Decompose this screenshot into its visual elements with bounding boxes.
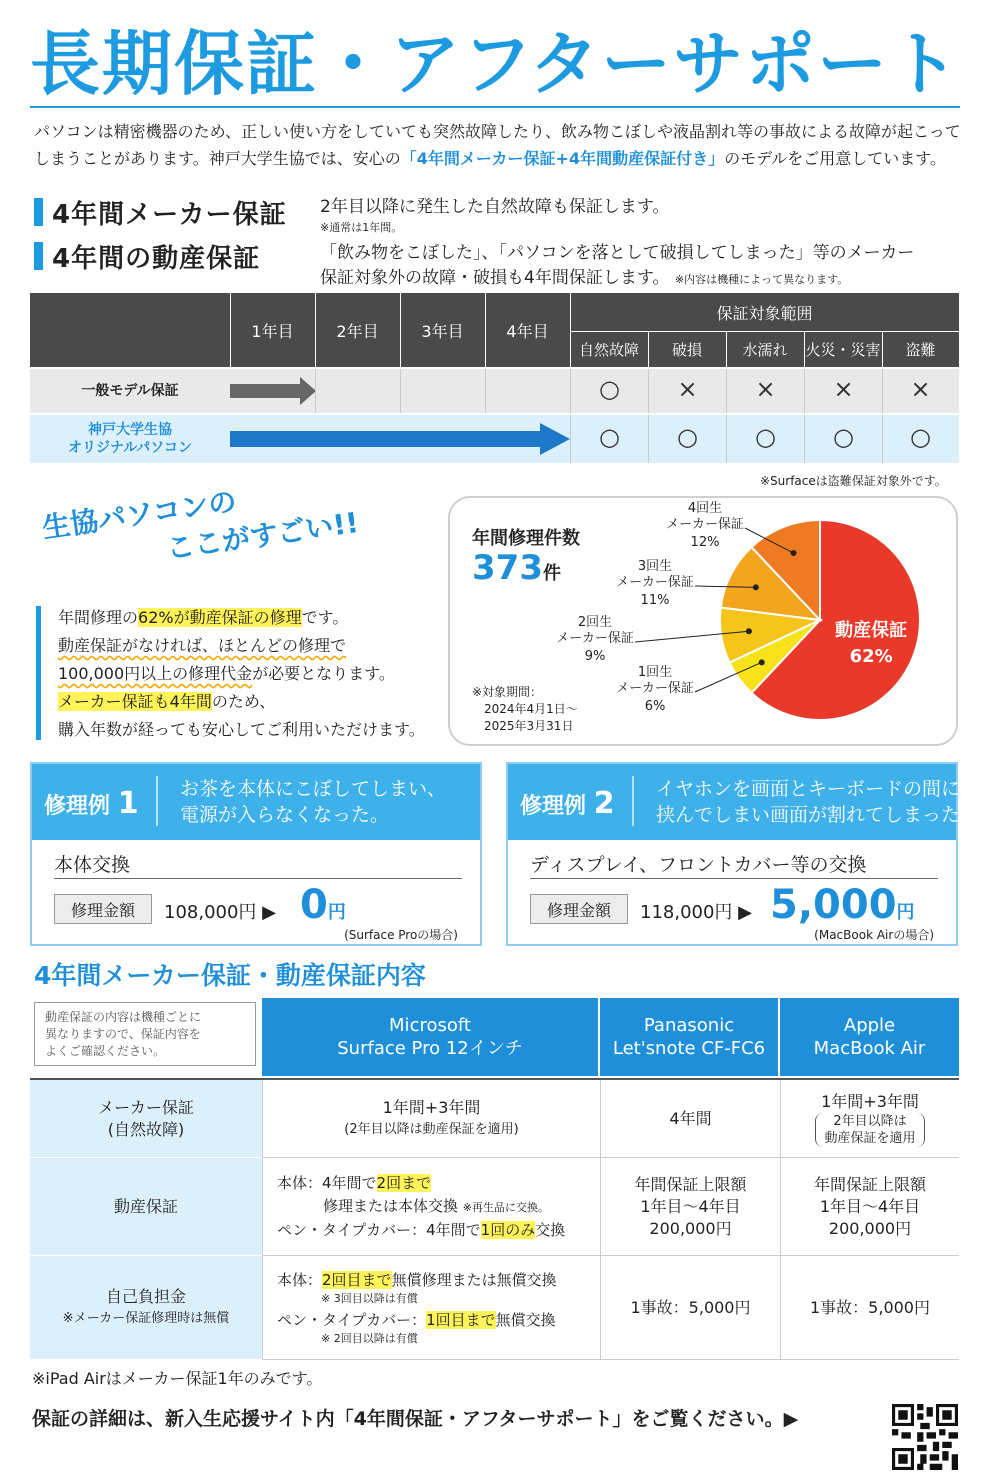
self-ms-b1: ペン・タイプカバー： (277, 1310, 427, 1329)
case-1-num: 1 (117, 786, 139, 821)
maker-apple-note (815, 1113, 924, 1147)
pie-label: 12% (690, 535, 720, 550)
coverage-table (30, 293, 959, 463)
repair-case-2 (506, 762, 980, 946)
sugoi-headline-1: 生協パソコンの (40, 484, 239, 545)
sugoi-l3a: 100,000円以上の修理代金 (58, 664, 253, 683)
divider (726, 331, 727, 367)
sugoi-text (58, 604, 425, 744)
maker-microsoft (262, 1080, 600, 1158)
product-panasonic-header (600, 998, 778, 1076)
sugoi-l4a: メーカー保証も4年間 (58, 692, 212, 711)
product-panasonic-l2: Let'snote CF-FC6 (612, 1038, 766, 1059)
divider (485, 293, 486, 367)
case-2-label (520, 786, 615, 821)
self-ms-b3: 無償交換 (495, 1310, 556, 1329)
dosan-ms-b1: 修理または本体交換 (323, 1196, 459, 1215)
mark-fire: ○ (833, 423, 854, 451)
pie-label: 6% (644, 699, 666, 714)
dosan-apple-3: 200,000円 (828, 1218, 912, 1238)
chevron-right-icon (156, 776, 174, 826)
scope-fire: 火災・災害 (805, 340, 881, 359)
self-ms-an: ※ 3回目以降は有償 (321, 1291, 418, 1305)
case-2-label-text: 修理例 (520, 794, 587, 819)
intro-text-1: パソコンは精密機器のため、正しい使い方をしていても突然故障したり、飲み物こぼしや液晶割れ等の事故による故障が起こってしまうことがあります。神戸大学生協では、安心の (34, 122, 961, 168)
coverage-note: ※Surfaceは盗難保証対象外です。 (760, 474, 947, 488)
row-dosan-label: 動産保証 (30, 1158, 262, 1256)
case-2-after-price: 5,000 (770, 882, 897, 928)
mark-water: ○ (755, 423, 776, 451)
pie-label: 9% (584, 649, 606, 664)
dosan-apple-2: 1年目〜4年目 (819, 1196, 921, 1216)
dosan-ms-c2: 1回のみ (480, 1220, 536, 1239)
year-2-header: 2年目 (336, 321, 379, 341)
pie-label: 11% (640, 593, 670, 608)
year-3-header: 3年目 (421, 321, 464, 341)
row-coop (30, 415, 959, 463)
dosan-warranty-note: ※内容は機種によって異なります。 (674, 273, 849, 286)
mark-fire: × (833, 375, 854, 403)
qr-code-icon[interactable] (892, 1404, 958, 1470)
sugoi-l4b: のため、 (211, 692, 276, 711)
sugoi-l1c: です。 (301, 608, 349, 627)
pie-label: 3回生 (637, 559, 673, 574)
pie-label: メーカー保証 (556, 631, 634, 646)
divider (882, 331, 883, 367)
repair-case-1 (30, 762, 482, 946)
dosan-warranty-desc-2-wrap (320, 265, 848, 293)
dosan-microsoft (262, 1158, 600, 1256)
pie-label: 動産保証 (835, 620, 908, 642)
stats-count: 373 (472, 548, 543, 588)
divider (230, 293, 231, 367)
stats-period-1: ※対象期間： (472, 685, 543, 699)
case-2-rule (530, 878, 938, 879)
case-2-after-unit: 円 (896, 902, 915, 923)
mark-natural: ○ (599, 423, 620, 451)
section2-note (34, 1002, 256, 1066)
maker-apple-3: 動産保証を適用 (824, 1130, 916, 1146)
self-ms-a1: 本体： (277, 1270, 323, 1289)
case-1-note: (Surface Proの場合) (344, 928, 458, 942)
dosan-pana-2: 1年目〜4年目 (640, 1196, 741, 1216)
chevron-right-icon (632, 776, 650, 826)
case-2-note: (MacBook Airの場合) (814, 928, 934, 942)
intro-paragraph (34, 118, 964, 172)
stats-period-3: 2025年3月31日 (484, 719, 574, 733)
sugoi-l5: 購入年数が経っても安心してご利用いただけます。 (58, 720, 425, 739)
case-1-header (32, 764, 480, 840)
repair-stats-box (448, 496, 958, 746)
product-apple-l1: Apple (843, 1015, 896, 1036)
arrow-right-icon (230, 423, 574, 455)
self-ms-a2: 2回目まで (322, 1270, 392, 1289)
year-4-header: 4年目 (506, 321, 549, 341)
dosan-warranty-desc-1: 「飲み物をこぼした」、「パソコンを落として破損してしまった」等のメーカー (320, 243, 915, 263)
dosan-ms-a1: 本体：4年間で (277, 1173, 377, 1192)
ipad-note: ※iPad Airはメーカー保証1年のみです。 (32, 1369, 323, 1388)
warranty-detail-table (30, 998, 959, 1364)
product-microsoft-l1: Microsoft (389, 1015, 471, 1036)
scope-theft: 盗難 (905, 340, 936, 359)
dosan-ms-c3: 交換 (535, 1220, 566, 1239)
maker-apple-1: 1年間+3年間 (821, 1091, 919, 1111)
pie-label: 4回生 (687, 501, 723, 516)
sugoi-headline-2: ここがすごい!! (164, 505, 361, 566)
heading-bar (34, 242, 43, 270)
stats-period-2: 2024年4月1日〜 (484, 702, 578, 716)
section2-note-3: よくご確認ください。 (45, 1044, 166, 1058)
divider (315, 369, 316, 413)
maker-ms-2: (2年目以降は動産保証を適用) (344, 1121, 519, 1137)
sugoi-l2: 動産保証がなければ、ほとんどの修理で (58, 636, 347, 655)
case-1-desc-2: 電源が入らなくなった。 (180, 804, 390, 826)
row-maker-label (30, 1080, 262, 1158)
maker-warranty-title: 4年間メーカー保証 (52, 200, 287, 230)
divider (570, 293, 571, 367)
product-apple-l2: MacBook Air (813, 1038, 926, 1059)
mark-natural: ○ (599, 375, 620, 403)
mark-water: × (755, 375, 776, 403)
year-1-header: 1年目 (251, 321, 294, 341)
dosan-ms-b2: ※再生品に交換。 (462, 1200, 550, 1214)
row-maker-label-1: メーカー保証 (98, 1097, 194, 1117)
dosan-ms-a2: 2回まで (376, 1173, 432, 1192)
self-ms-b2: 1回目まで (426, 1310, 496, 1329)
self-ms-a3: 無償修理または無償交換 (391, 1270, 557, 1289)
stats-label: 年間修理件数 (472, 528, 580, 549)
maker-ms-1: 1年間+3年間 (382, 1097, 481, 1117)
section2-title: 4年間メーカー保証・動産保証内容 (34, 961, 426, 990)
footer-text: 保証の詳細は、新入生応援サイト内「4年間保証・アフターサポート」をご覧ください。▶ (32, 1408, 799, 1430)
intro-text-2: のモデルをご用意しています。 (724, 149, 947, 168)
title-divider (30, 106, 960, 108)
play-arrow-icon: ▶ (262, 902, 277, 923)
divider (485, 369, 486, 413)
divider (315, 293, 316, 367)
case-1-after (300, 882, 346, 928)
maker-panasonic: 4年間 (600, 1080, 780, 1158)
pie-label: メーカー保証 (616, 575, 694, 590)
divider (648, 331, 649, 367)
mark-theft: × (910, 375, 931, 403)
intro-emphasis: 「4年間メーカー保証+4年間動産保証付き」 (400, 149, 725, 168)
dosan-panasonic (600, 1158, 780, 1256)
dosan-pana-3: 200,000円 (649, 1218, 732, 1238)
sugoi-l3b: が必要となります。 (252, 664, 395, 683)
maker-apple-2: 2年目以降は (833, 1113, 907, 1129)
dosan-ms-c1: ペン・タイプカバー：4年間で (277, 1220, 481, 1239)
case-2-before-price: 118,000円 (640, 902, 733, 923)
case-1-after-price: 0 (300, 882, 328, 928)
mark-theft: ○ (910, 423, 931, 451)
case-2-header (508, 764, 980, 840)
dosan-pana-1: 年間保証上限額 (634, 1174, 747, 1194)
row-general-label: 一般モデル保証 (81, 383, 179, 399)
heading-bar (34, 198, 43, 226)
stats-unit: 件 (542, 563, 561, 584)
row-self-label-1: 自己負担金 (105, 1286, 186, 1306)
case-1-after-unit: 円 (327, 902, 346, 923)
case-2-work: ディスプレイ、フロントカバー等の交換 (530, 854, 867, 876)
dosan-warranty-title: 4年間の動産保証 (52, 244, 261, 274)
pie-label: メーカー保証 (666, 517, 744, 532)
product-microsoft-l2: Surface Pro 12インチ (337, 1038, 523, 1059)
case-2-tag: 修理金額 (530, 894, 628, 924)
pie-label: 2回生 (577, 615, 613, 630)
divider (400, 293, 401, 367)
case-2-desc (656, 776, 979, 828)
row-maker-label-2: (自然故障) (107, 1119, 185, 1139)
row-self-label-2: ※メーカー保証修理時は無償 (62, 1310, 230, 1326)
case-1-work: 本体交換 (54, 854, 131, 876)
case-1-tag: 修理金額 (54, 894, 152, 924)
case-1-before (164, 898, 276, 924)
section2-note-2: 異なりますので、保証内容を (45, 1027, 201, 1041)
divider (570, 331, 959, 332)
sugoi-l1a: 年間修理の (58, 608, 139, 627)
divider (804, 331, 805, 367)
dosan-apple (780, 1158, 959, 1256)
pie-label: 62% (849, 646, 893, 668)
divider (400, 369, 401, 413)
row-self-label (30, 1256, 262, 1360)
case-1-label (44, 786, 139, 821)
case-1-rule (54, 878, 462, 879)
mark-damage: ○ (677, 423, 698, 451)
scope-damage: 破損 (671, 340, 702, 359)
row-general (30, 369, 959, 413)
pie-chart (450, 498, 956, 744)
section2-note-1: 動産保証の内容は機種ごとに (45, 1010, 202, 1024)
maker-apple (780, 1080, 959, 1158)
scope-header: 保証対象範囲 (716, 303, 813, 323)
case-2-after (770, 882, 915, 928)
pie-label: メーカー保証 (616, 681, 694, 696)
row-coop-label (30, 415, 230, 463)
product-microsoft-header (262, 998, 598, 1076)
case-1-before-price: 108,000円 (164, 902, 257, 923)
sugoi-headline (40, 466, 361, 585)
self-apple: 1事故：5,000円 (780, 1256, 959, 1360)
self-panasonic: 1事故：5,000円 (600, 1256, 780, 1360)
row-coop-label-1: 神戸大学生協 (88, 422, 172, 438)
maker-warranty-note: ※通常は1年間。 (320, 221, 403, 234)
sugoi-l1b: 62%が動産保証の修理 (138, 608, 302, 627)
case-1-label-text: 修理例 (44, 794, 111, 819)
pie-label: 1回生 (637, 665, 673, 680)
mark-damage: × (677, 375, 698, 403)
row-coop-label-2: オリジナルパソコン (67, 440, 193, 456)
page-title: 長期保証・アフターサポート (30, 23, 962, 105)
self-ms-bn: ※ 2回目以降は有償 (321, 1331, 418, 1345)
case-2-desc-2: 挟んでしまい画面が割れてしまった。 (656, 804, 980, 826)
play-arrow-icon: ▶ (738, 902, 753, 923)
maker-warranty-desc: 2年目以降に発生した自然故障も保証します。 (320, 197, 670, 217)
case-2-num: 2 (593, 786, 615, 821)
scope-natural: 自然故障 (578, 340, 639, 359)
sugoi-bar (36, 606, 41, 740)
case-1-desc-1: お茶を本体にこぼしてしまい、 (180, 778, 447, 800)
case-2-desc-1: イヤホンを画面とキーボードの間に (656, 778, 961, 800)
dosan-warranty-desc-2: 保証対象外の故障・破損も4年間保証します。 (320, 268, 670, 288)
case-1-desc (180, 776, 446, 828)
product-apple-header (780, 998, 959, 1076)
product-panasonic-l1: Panasonic (643, 1015, 735, 1036)
case-2-before (640, 898, 752, 924)
self-microsoft (262, 1256, 600, 1360)
dosan-apple-1: 年間保証上限額 (813, 1174, 926, 1194)
scope-water: 水濡れ (742, 340, 788, 359)
